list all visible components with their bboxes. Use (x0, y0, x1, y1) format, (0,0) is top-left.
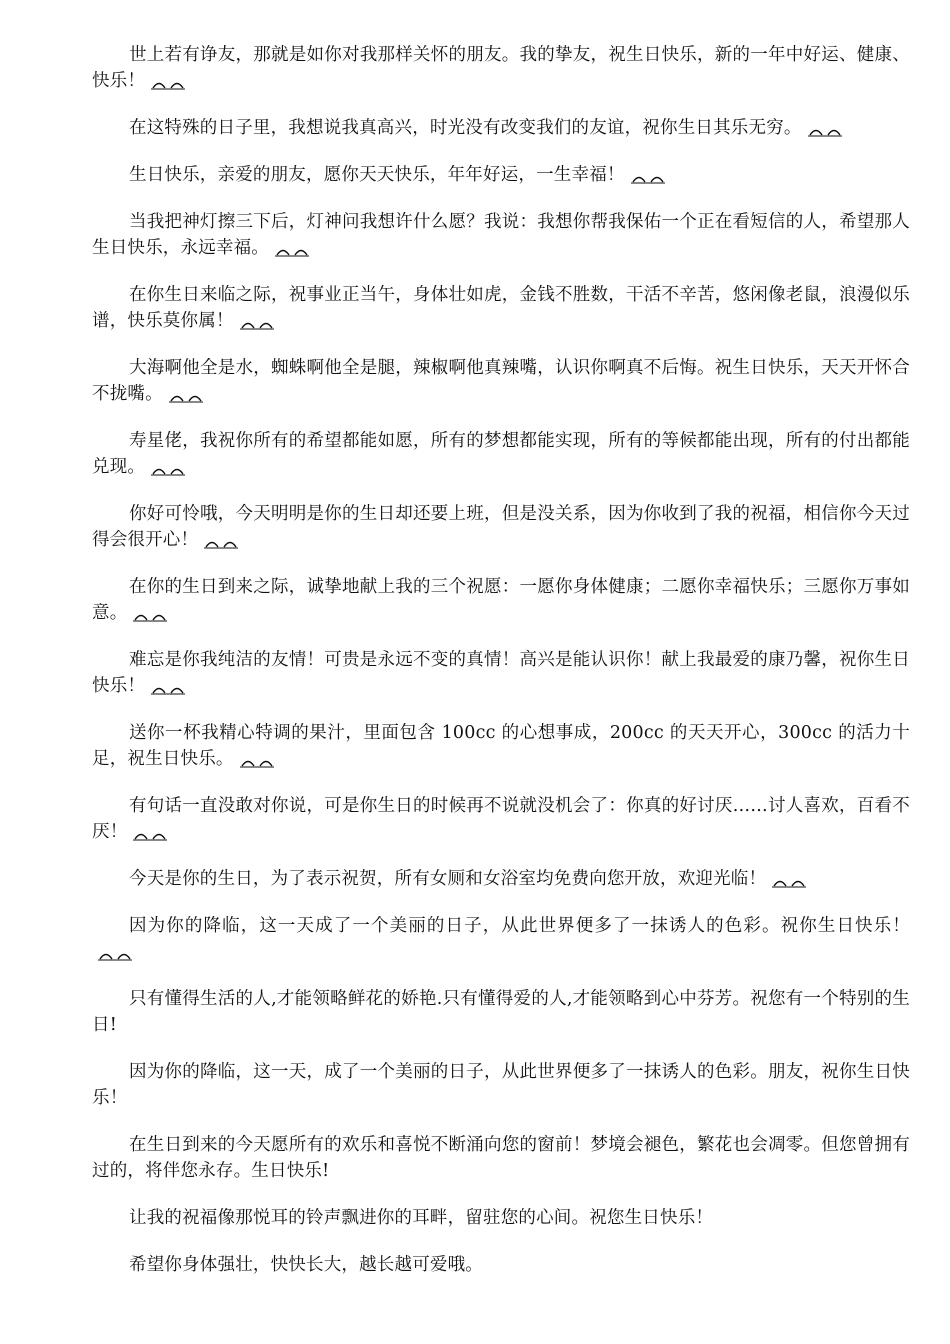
paragraph: 世上若有诤友，那就是如你对我那样关怀的朋友。我的挚友，祝生日快乐，新的一年中好运、健康、快乐！ (92, 45, 910, 91)
paragraph: 大海啊他全是水，蜘蛛啊他全是腿，辣椒啊他真辣嘴，认识你啊真不后悔。祝生日快乐，天天开怀合不拢嘴。 (92, 358, 910, 404)
document-body (92, 42, 910, 1299)
smiley-emoticon-icon (240, 318, 276, 330)
smiley-emoticon-icon (240, 756, 276, 768)
smiley-emoticon-icon (151, 464, 187, 476)
paragraph: 今天是你的生日，为了表示祝贺，所有女厕和女浴室均免费向您开放，欢迎光临！ (92, 866, 910, 892)
paragraph: 在你生日来临之际，祝事业正当午，身体壮如虎，金钱不胜数，干活不辛苦，悠闲像老鼠，浪漫似乐谱，快乐莫你属！ (92, 285, 910, 331)
paragraph: 你好可怜哦，今天明明是你的生日却还要上班，但是没关系，因为你收到了我的祝福，相信你今天过得会很开心！ (92, 504, 910, 550)
paragraph: 难忘是你我纯洁的友情！可贵是永远不变的真情！高兴是能认识你！献上我最爱的康乃馨，祝你生日快乐！ (92, 650, 910, 696)
paragraph: 送你一杯我精心特调的果汁，里面包含 100cc 的心想事成，200cc 的天天开心，300cc 的活力十足，祝生日快乐。 (92, 723, 910, 769)
smiley-emoticon-icon (133, 610, 169, 622)
paragraph: 希望你身体强壮，快快长大，越长越可爱哦。 (129, 1255, 483, 1275)
smiley-emoticon-icon (808, 125, 844, 137)
smiley-emoticon-icon (151, 683, 187, 695)
smiley-emoticon-icon (133, 829, 169, 841)
paragraph: 寿星佬，我祝你所有的希望都能如愿，所有的梦想都能实现，所有的等候都能出现，所有的付出都能兑现。 (92, 431, 910, 477)
paragraph: 在你的生日到来之际，诚挚地献上我的三个祝愿：一愿你身体健康；二愿你幸福快乐；三愿你万事如意。 (92, 577, 910, 623)
smiley-emoticon-icon (275, 245, 311, 257)
paragraph: 在生日到来的今天愿所有的欢乐和喜悦不断涌向您的窗前！梦境会褪色，繁花也会凋零。但您曾拥有过的，将伴您永存。生日快乐! (92, 1135, 910, 1181)
smiley-emoticon-icon (151, 78, 187, 90)
paragraph: 有句话一直没敢对你说，可是你生日的时候再不说就没机会了：你真的好讨厌……讨人喜欢，百看不厌！ (92, 796, 910, 842)
paragraph: 当我把神灯擦三下后，灯神问我想许什么愿？我说：我想你帮我保佑一个正在看短信的人，希望那人生日快乐，永远幸福。 (92, 212, 910, 258)
paragraph: 只有懂得生活的人,才能领略鲜花的娇艳.只有懂得爱的人,才能领略到心中芬芳。祝您有一个特别的生日! (92, 989, 910, 1035)
smiley-emoticon-icon (169, 391, 205, 403)
smiley-emoticon-icon (631, 172, 667, 184)
smiley-emoticon-icon (204, 537, 240, 549)
paragraph: 在这特殊的日子里，我想说我真高兴，时光没有改变我们的友谊，祝你生日其乐无穷。 (92, 115, 910, 141)
paragraph: 生日快乐，亲爱的朋友，愿你天天快乐，年年好运，一生幸福！ (92, 162, 910, 188)
smiley-emoticon-icon (98, 949, 134, 961)
paragraph: 让我的祝福像那悦耳的铃声飘进你的耳畔，留驻您的心间。祝您生日快乐！ (129, 1208, 714, 1228)
paragraph: 因为你的降临，这一天成了一个美丽的日子，从此世界便多了一抹诱人的色彩。祝你生日快乐！ (92, 913, 910, 965)
paragraph: 因为你的降临，这一天，成了一个美丽的日子，从此世界便多了一抹诱人的色彩。朋友，祝你生日快乐！ (92, 1062, 910, 1108)
smiley-emoticon-icon (772, 876, 808, 888)
